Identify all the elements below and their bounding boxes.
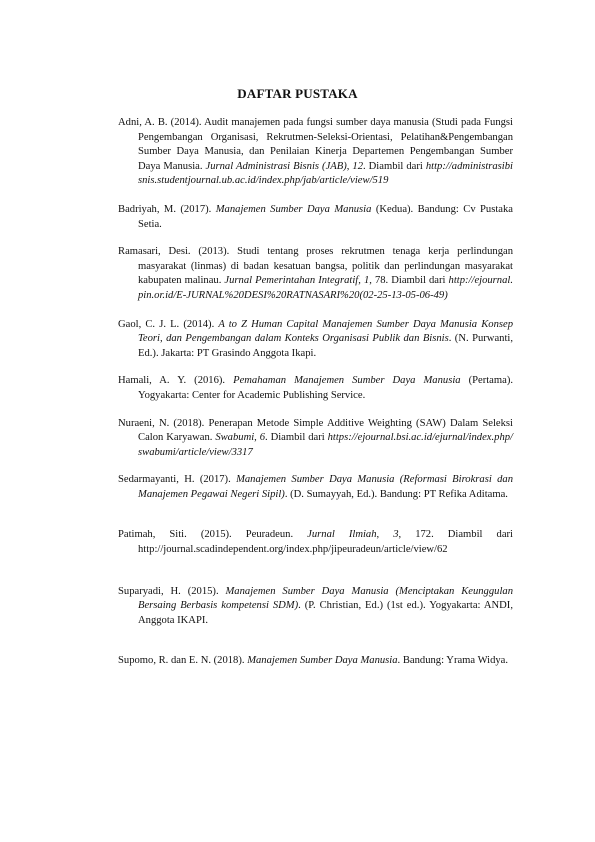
ref-text: (Pertama). Yogyakarta: Center for Academic Publishing Service.	[138, 375, 514, 401]
ref-volume: 3	[393, 529, 399, 541]
ref-text: ,	[346, 160, 353, 172]
reference-item	[118, 116, 513, 189]
ref-text: Gaol, C. J. L. (2014).	[118, 318, 219, 330]
ref-book-title: Manajemen Sumber Daya Manusia (Menciptakan Keunggulan Bersaing Berbasis kompetensi SDM)	[138, 585, 513, 612]
ref-text: ,	[254, 432, 260, 444]
ref-book-title: Pemahaman Manajemen Sumber Daya Manusia	[233, 375, 461, 387]
ref-text: Suparyadi, H. (2015).	[118, 585, 226, 597]
reference-list	[118, 116, 513, 669]
reference-item	[118, 417, 513, 461]
ref-journal: Jurnal Pemerintahan Integratif	[224, 275, 359, 287]
ref-text: Ramasari, Desi. (2013). Studi tentang proses rekrutmen tenaga kerja perlindungan masyarakat (linmas) di badan kesatuan bangsa, politik dan perlindungan masyarakat kabupaten malinau.	[118, 246, 513, 287]
ref-text: Adni, A. B. (2014). Audit manajemen pada fungsi sumber daya manusia (Studi pada Fungsi Pengembangan Organisasi, Rekrutmen-Seleksi-Orientasi, Pelatihan&Pengembangan Sumber Daya Manusia, dan Penilaian Kinerja Departemen Pengembangan Sumber Daya Manusia.	[118, 117, 513, 172]
ref-text: , 78. Diambil dari	[369, 275, 449, 287]
reference-item	[118, 374, 513, 403]
reference-item	[118, 585, 513, 629]
ref-book-title: Manajemen Sumber Daya Manusia	[247, 655, 398, 667]
ref-journal: Swabumi	[215, 432, 255, 444]
ref-text: . Diambil dari	[363, 160, 426, 172]
ref-volume: 6	[259, 432, 266, 444]
reference-item	[118, 318, 513, 362]
ref-text: Nuraeni, N. (2018). Penerapan Metode Simple Additive Weighting (SAW) Dalam Seleksi Calon Karyawan.	[118, 417, 513, 444]
ref-text: . Diambil dari	[265, 432, 328, 444]
reference-item	[118, 473, 513, 502]
ref-book-title: Manajemen Sumber Daya Manusia	[215, 203, 372, 215]
ref-text: Patimah, Siti. (2015). Peuradeun.	[118, 529, 308, 541]
ref-book-title: Manajemen Sumber Daya Manusia (Reformasi Birokrasi dan Manajemen Pegawai Negeri Sipil)	[138, 474, 514, 500]
ref-journal: Jurnal Ilmiah	[307, 529, 377, 541]
ref-text: ,	[376, 529, 394, 541]
reference-item	[118, 245, 513, 303]
page-title: DAFTAR PUSTAKA	[237, 86, 358, 101]
ref-url[interactable]: http://administrasibisnis.studentjournal.ub.ac.id/index.php/jab/article/view/519	[138, 160, 513, 187]
reference-item	[118, 528, 513, 557]
ref-text: . (P. Christian, Ed.) (1st ed.). Yogyakarta: ANDI, Anggota IKAPI.	[138, 600, 513, 626]
ref-text: . (D. Sumayyah, Ed.). Bandung: PT Refika Aditama.	[284, 488, 508, 500]
ref-text: (Kedua). Bandung: Cv Pustaka Setia.	[138, 203, 513, 230]
reference-item	[118, 654, 513, 669]
ref-url[interactable]: https://ejournal.bsi.ac.id/ejurnal/index.php/swabumi/article/view/3317	[138, 432, 513, 458]
ref-text: Badriyah, M. (2017).	[118, 203, 216, 215]
ref-volume: 1	[363, 275, 370, 287]
ref-text: ,	[358, 275, 364, 287]
ref-url[interactable]: http://ejournal.pin.or.id/E-JURNAL%20DESI%20RATNASARI%20(02-25-13-05-06-49)	[138, 275, 513, 301]
ref-book-title: A to Z Human Capital Manajemen Sumber Daya Manusia Konsep Teori, dan Pengembangan dalam Konteks Organisasi Publik dan Bisnis	[138, 318, 513, 345]
reference-item	[118, 203, 513, 232]
ref-text: , 172. Diambil dari http://journal.scadindependent.org/index.php/jipeuradeun/article/view/62	[138, 529, 513, 556]
ref-text: . Bandung: Yrama Widya.	[397, 655, 509, 667]
ref-text: Sedarmayanti, H. (2017).	[118, 474, 237, 486]
ref-text: Supomo, R. dan E. N. (2018).	[118, 655, 248, 667]
ref-text: . (N. Purwanti, Ed.). Jakarta: PT Grasindo Anggota Ikapi.	[138, 333, 513, 359]
ref-text: Hamali, A. Y. (2016).	[118, 375, 234, 387]
ref-journal: Jurnal Administrasi Bisnis (JAB)	[205, 160, 347, 172]
ref-volume: 12	[352, 160, 363, 172]
